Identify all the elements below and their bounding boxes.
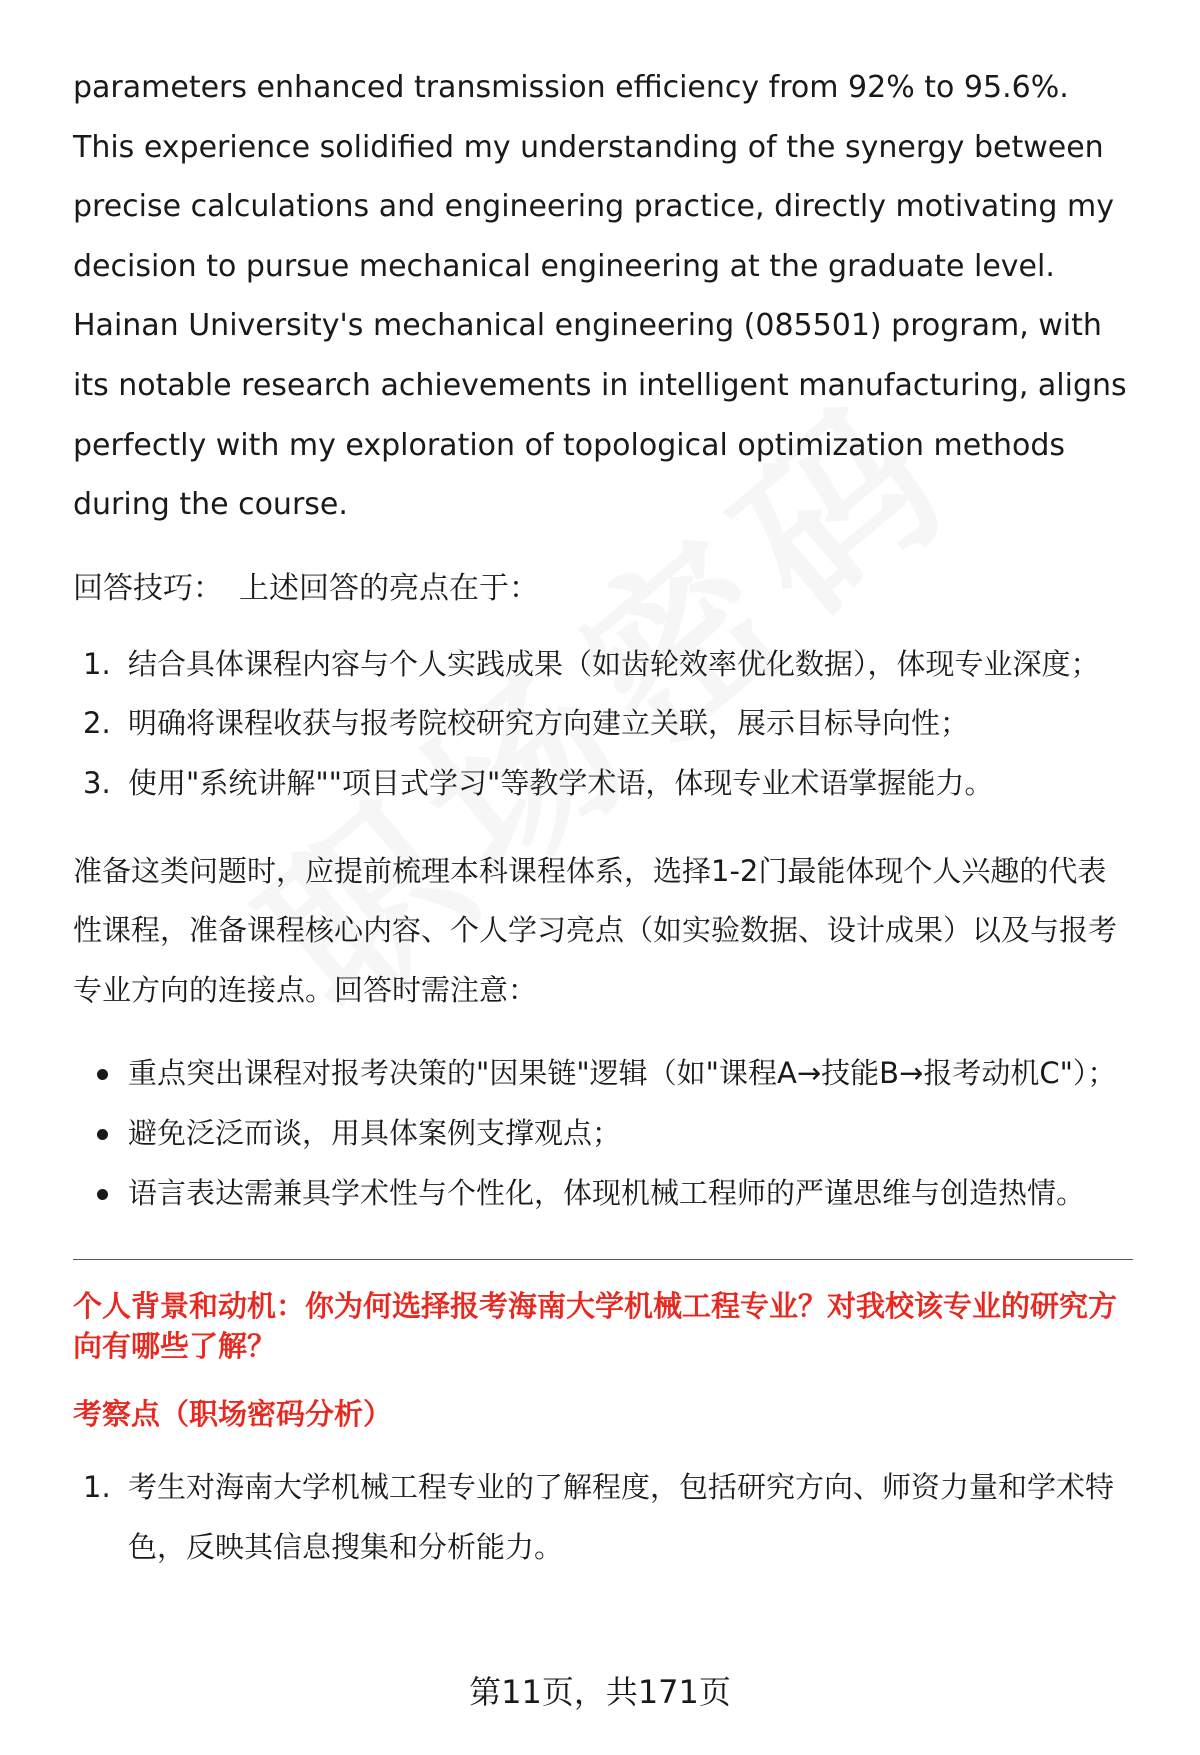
list-item-text: 语言表达需兼具学术性与个性化，体现机械工程师的严谨思维与创造热情。: [128, 1175, 1086, 1210]
list-number: 1.: [83, 1470, 111, 1505]
list-number: 3.: [83, 765, 111, 800]
list-item: [73, 635, 1133, 695]
bullet-icon: [97, 1069, 108, 1080]
highlight-list: [73, 635, 1133, 814]
list-item-text: 考生对海南大学机械工程专业的了解程度，包括研究方向、师资力量和学术特色，反映其信息搜集和分析能力。: [128, 1470, 1115, 1564]
exam-point-heading: 考察点（职场密码分析）: [73, 1397, 393, 1432]
list-item-text: 明确将课程收获与报考院校研究方向建立关联，展示目标导向性；: [128, 706, 970, 741]
list-item: [73, 1044, 1133, 1104]
list-item-text: 使用"系统讲解""项目式学习"等教学术语，体现专业术语掌握能力。: [128, 765, 994, 800]
bullet-icon: [97, 1129, 108, 1140]
list-item: [73, 1164, 1133, 1224]
page-content: [73, 58, 1133, 1577]
english-paragraph: parameters enhanced transmission efficiency from 92% to 95.6%. This experience solidified my understanding of the synergy between precise calculations and engineering practice, directly motivating my decision to pursue mechanical engineering at the graduate level. Hainan University's mechanical engineering (085501) program, with its notable research achievements in intelligent manufacturing, aligns perfectly with my exploration of topological optimization methods during the course.: [73, 70, 1127, 523]
tip-text: 上述回答的亮点在于：: [239, 570, 539, 606]
exam-point-list: [73, 1458, 1133, 1577]
section-divider: [73, 1259, 1133, 1260]
bullet-icon: [97, 1189, 108, 1200]
question-heading: 个人背景和动机：你为何选择报考海南大学机械工程专业？对我校该专业的研究方向有哪些了解？: [73, 1289, 1118, 1364]
list-item: [73, 1458, 1133, 1577]
list-item: [73, 694, 1133, 754]
list-item: [73, 754, 1133, 814]
list-item: [73, 1104, 1133, 1164]
list-number: 2.: [83, 706, 111, 741]
tip-label: 回答技巧：: [73, 570, 223, 606]
list-item-text: 结合具体课程内容与个人实践成果（如齿轮效率优化数据），体现专业深度；: [128, 646, 1100, 681]
list-item-text: 避免泛泛而谈，用具体案例支撑观点；: [128, 1115, 622, 1150]
list-item-text: 重点突出课程对报考决策的"因果链"逻辑（如"课程A→技能B→报考动机C"）；: [128, 1056, 1117, 1091]
list-number: 1.: [83, 646, 111, 681]
answer-tip: [73, 567, 1133, 611]
preparation-paragraph: 准备这类问题时，应提前梳理本科课程体系，选择1-2门最能体现个人兴趣的代表性课程，准备课程核心内容、个人学习亮点（如实验数据、设计成果）以及与报考专业方向的连接点。回答时需注意：: [73, 853, 1118, 1007]
notes-list: [73, 1044, 1133, 1223]
page-number-footer: 第11页，共171页: [469, 1673, 731, 1711]
